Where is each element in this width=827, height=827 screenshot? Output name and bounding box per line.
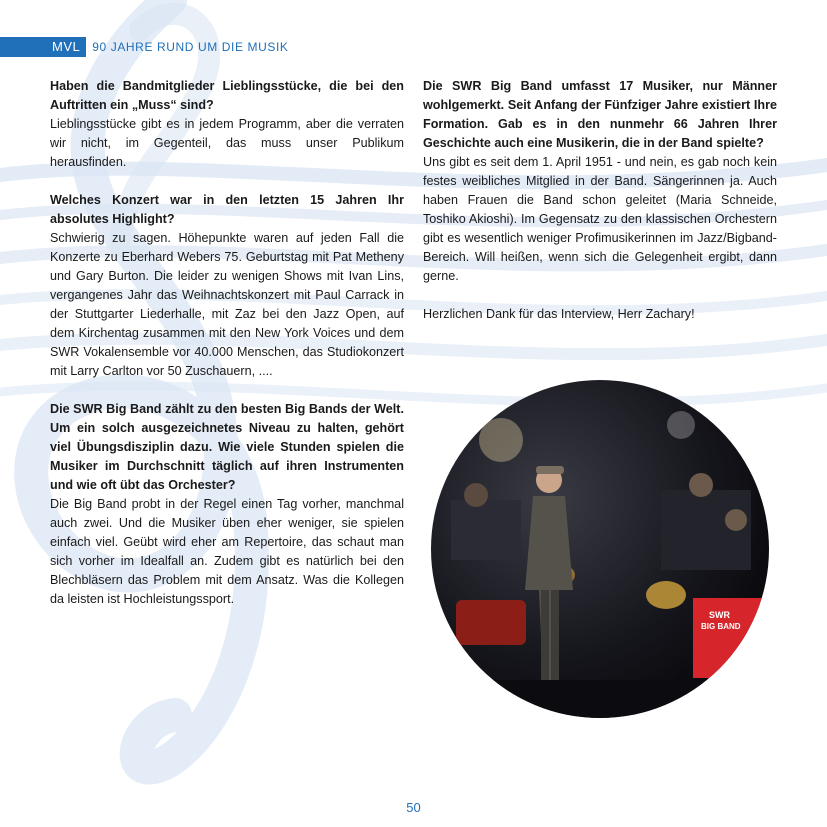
header-title: 90 JAHRE RUND UM DIE MUSIK bbox=[92, 40, 289, 54]
interview-question: Haben die Bandmitglieder Lieblingsstücke, die bei den Auftritten ein „Muss“ sind? bbox=[50, 79, 404, 112]
interview-block bbox=[50, 400, 404, 609]
left-column bbox=[50, 77, 404, 628]
interview-block bbox=[50, 191, 404, 381]
page-header bbox=[0, 37, 289, 57]
header-tag: MVL bbox=[0, 37, 86, 57]
interview-answer: Schwierig zu sagen. Höhepunkte waren auf jeden Fall die Konzerte zu Eberhard Webers 75. Geburtstag mit Pat Metheny und Gary Burton. Die leider zu wenigen Shows mit Ivan Lins, vergangenes Jahr das Weihnachtskonzert mit Paul Carrack in der Stuttgarter Liederhalle, mit Zaz bei den Jazz Open, auf dem Kirchentag zusammen mit den New York Voices und dem SWR Vokalensemble vor 40.000 Menschen, das Studiokonzert mit Larry Carlton vor 50 Zuschauern, .... bbox=[50, 231, 404, 378]
closing-line: Herzlichen Dank für das Interview, Herr Zachary! bbox=[423, 307, 695, 321]
interview-question: Welches Konzert war in den letzten 15 Jahren Ihr absolutes Highlight? bbox=[50, 193, 404, 226]
interview-answer: Lieblingsstücke gibt es in jedem Programm, aber die verraten wir nicht, im Gegenteil, das muss unser Publikum herausfinden. bbox=[50, 117, 404, 169]
interview-question: Die SWR Big Band umfasst 17 Musiker, nur Männer wohlgemerkt. Seit Anfang der Fünfziger Jahre existiert Ihre Formation. Gab es in den nunmehr 66 Jahren Ihrer Geschichte auch eine Musikerin, die in der Band spielte? bbox=[423, 79, 777, 150]
right-column bbox=[423, 77, 777, 343]
interview-block bbox=[50, 77, 404, 172]
interview-answer: Uns gibt es seit dem 1. April 1951 - und nein, es gab noch kein festes weibliches Mitglied in der Band. Sängerinnen ja. Auch haben Frauen die Band schon geleitet (Maria Schneide, Toshiko Akioshi). Im Gegensatz zu den klassischen Orchestern gibt es wesentlich weniger Profimusikerinnen im Jazz/Bigband-Bereich. Will heißen, wenn sich die Gelegenheit ergibt, dann gerne. bbox=[423, 155, 777, 283]
interview-answer: Die Big Band probt in der Regel einen Tag vorher, manchmal auch zwei. Und die Musiker üben eher weniger, sie spielen einfach viel. Geübt wird eher am Repertoire, das schaut man sich vorher im Idealfall an. Zudem gibt es natürlich bei den Blechbläsern das Problem mit dem Ansatz. Was die Kollegen da leisten ist Hochleistungssport. bbox=[50, 497, 404, 606]
concert-photo bbox=[431, 380, 769, 718]
interview-question: Die SWR Big Band zählt zu den besten Big Bands der Welt. Um ein solch ausgezeichnetes Niveau zu halten, gehört viel Übungsdisziplin dazu. Wie viele Stunden spielen die Musiker im Durchschnitt täglich auf ihren Instrumenten und wie oft übt das Orchester? bbox=[50, 402, 404, 492]
banner-text-big-band: BIG BAND bbox=[701, 622, 741, 631]
banner-text-swr: SWR bbox=[709, 610, 730, 620]
interview-block bbox=[423, 77, 777, 286]
page-number: 50 bbox=[406, 800, 421, 815]
interview-block bbox=[423, 305, 777, 324]
